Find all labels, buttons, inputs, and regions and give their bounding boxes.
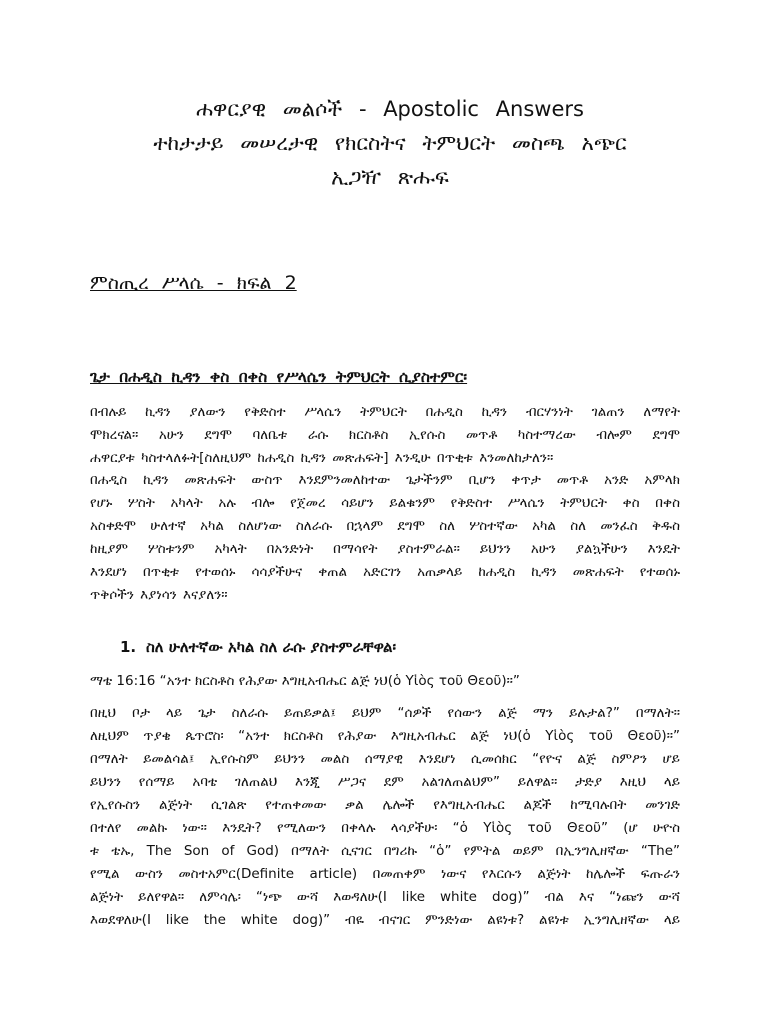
paragraph-line: ልጅነት ይለየዋል። ለምሳሌ፡ “ነጭ ውሻ እወዳለሁ(I like white dog)” ብል እና “ነጩን ውሻ [90, 889, 680, 905]
paragraph-line: ከዚያም ሦስቱንም አካላት በአንድነት በማሳየት ያስተምራል። ይህንን አሁን ያልኳችሁን እንዴት [90, 541, 680, 557]
paragraph-1 [90, 401, 680, 470]
paragraph-line: የሚል ውስን መስተአምር(Definite article) በመጠቀም ነውና የእርሱን ልጅነት ከሌሎች ፍጡራን [90, 866, 680, 882]
paragraph-line: ሞክረናል። አሁን ደግሞ ባለቤቱ ራሱ ክርስቶስ ኢየሱስ መጥቶ ካስተማረው ብሎም ደግሞ [90, 427, 680, 443]
paragraph-line: ሐዋርያቱ ካስተላለፉት[ስለዚህም ከሐዲስ ኪዳን መጽሐፍት] እንዲሁ በጥቂቱ እንመለከታለን። [90, 450, 554, 466]
paragraph-line: በብሉይ ኪዳን ያለውን የቅድስተ ሥላሴን ትምህርት በሐዲስ ኪዳን ብርሃንነት ገልጠን ለማየት [90, 404, 680, 420]
paragraph-line: ጥቅሶችን እያነሳን እናያለን። [90, 587, 228, 603]
paragraph-line: በዚህ ቦታ ላይ ጌታ ስለራሱ ይጠይቃል፤ ይህም “ሰዎች የሰውን ልጅ ማን ይሉታል?” በማለት። [90, 705, 680, 721]
title-line-3: ኢጋዥ ጽሑፍ [331, 165, 449, 189]
paragraph-3 [90, 702, 680, 932]
document-title [90, 92, 690, 194]
title-line-1: ሐዋርያዊ መልሶች - Apostolic Answers [196, 97, 584, 121]
sub-heading: ጌታ በሐዲስ ኪዳን ቀስ በቀስ የሥላሴን ትምህርት ሲያስተምር፡ [90, 368, 468, 386]
paragraph-2 [90, 469, 680, 607]
paragraph-line: የኢየሱስን ልጅነት ሲገልጽ የተጠቀመው ቃል ሌሎች የእግዚአብሔር ልጆች ከሚባሉበት መንገድ [90, 797, 680, 813]
title-line-2: ተከታታይ መሠረታዊ የክርስትና ትምህርት መስጫ አጭር [153, 131, 627, 155]
list-item-text: ስለ ሁለተኛው አካል ስለ ራሱ ያስተምራቸዋል፡ [146, 638, 397, 656]
section-heading: ምስጢረ ሥላሴ - ክፍል 2 [90, 272, 297, 294]
paragraph-line: ቱ ቴኡ, The Son of God) በማለት ሲናገር በግሪኩ “ὁ” የምትል ወይም በኢንግሊዘኛው “The” [90, 843, 680, 859]
list-item-number: 1. [120, 638, 137, 656]
paragraph-line: በተለየ መልኩ ነው። እንዴት? የሚለውን በቀላሉ ላሳያችሁ፡ “ὁ Υἱὸς τοῦ Θεοῦ” (ሆ ሁዮስ [90, 820, 680, 836]
paragraph-line: ለዚህም ጥያቄ ጴጥሮስ፡ “አንተ ክርስቶስ የሕያው እግዚአብሔር ልጅ ነህ(ὁ Υἱὸς τοῦ Θεοῦ)።” [90, 728, 680, 744]
paragraph-line: ይህንን የሰማይ አባቴ ገለጠልህ እንጂ ሥጋና ደም አልገለጠልህም” ይለዋል። ታድያ እዚህ ላይ [90, 774, 680, 790]
list-item-1 [120, 636, 396, 658]
paragraph-line: በማለት ይመልሳል፤ ኢየሱስም ይህንን መልስ ሰማያዊ እንደሆነ ሲመሰክር “የዮና ልጅ ስምዖን ሆይ [90, 751, 680, 767]
verse-quote: ማቴ 16:16 “አንተ ክርስቶስ የሕያው እግዚአብሔር ልጅ ነህ(ὁ Υἱὸς τοῦ Θεοῦ)።” [90, 673, 520, 689]
paragraph-line: የሆኑ ሦስት አካላት አሉ ብሎ የጀመረ ሳይሆን ይልቁንም የቅድስተ ሥላሴን ትምህርት ቀስ በቀስ [90, 495, 680, 511]
paragraph-line: እወደዋለሁ(I like the white dog)” ብዬ ብናገር ምንድነው ልዩነቱ? ልዩነቱ ኢንግሊዘኛው ላይ [90, 912, 680, 928]
paragraph-line: አስቀድሞ ሁለተኛ አካል ስለሆነው ስለራሱ በኋላም ደግሞ ስለ ሦስተኛው አካል ስለ መንፈስ ቅዱስ [90, 518, 680, 534]
paragraph-line: እንደሆነ በጥቂቱ የተወሰኑ ሳሳያችሁና ቀጠል አድርገን አጠቃላይ ከሐዲስ ኪዳን መጽሐፍት የተወሰኑ [90, 564, 680, 580]
paragraph-line: በሐዲስ ኪዳን መጽሐፍት ውስጥ እንደምንመለከተው ጌታችንም ቢሆን ቀጥታ መጥቶ አንድ አምላክ [90, 472, 680, 488]
